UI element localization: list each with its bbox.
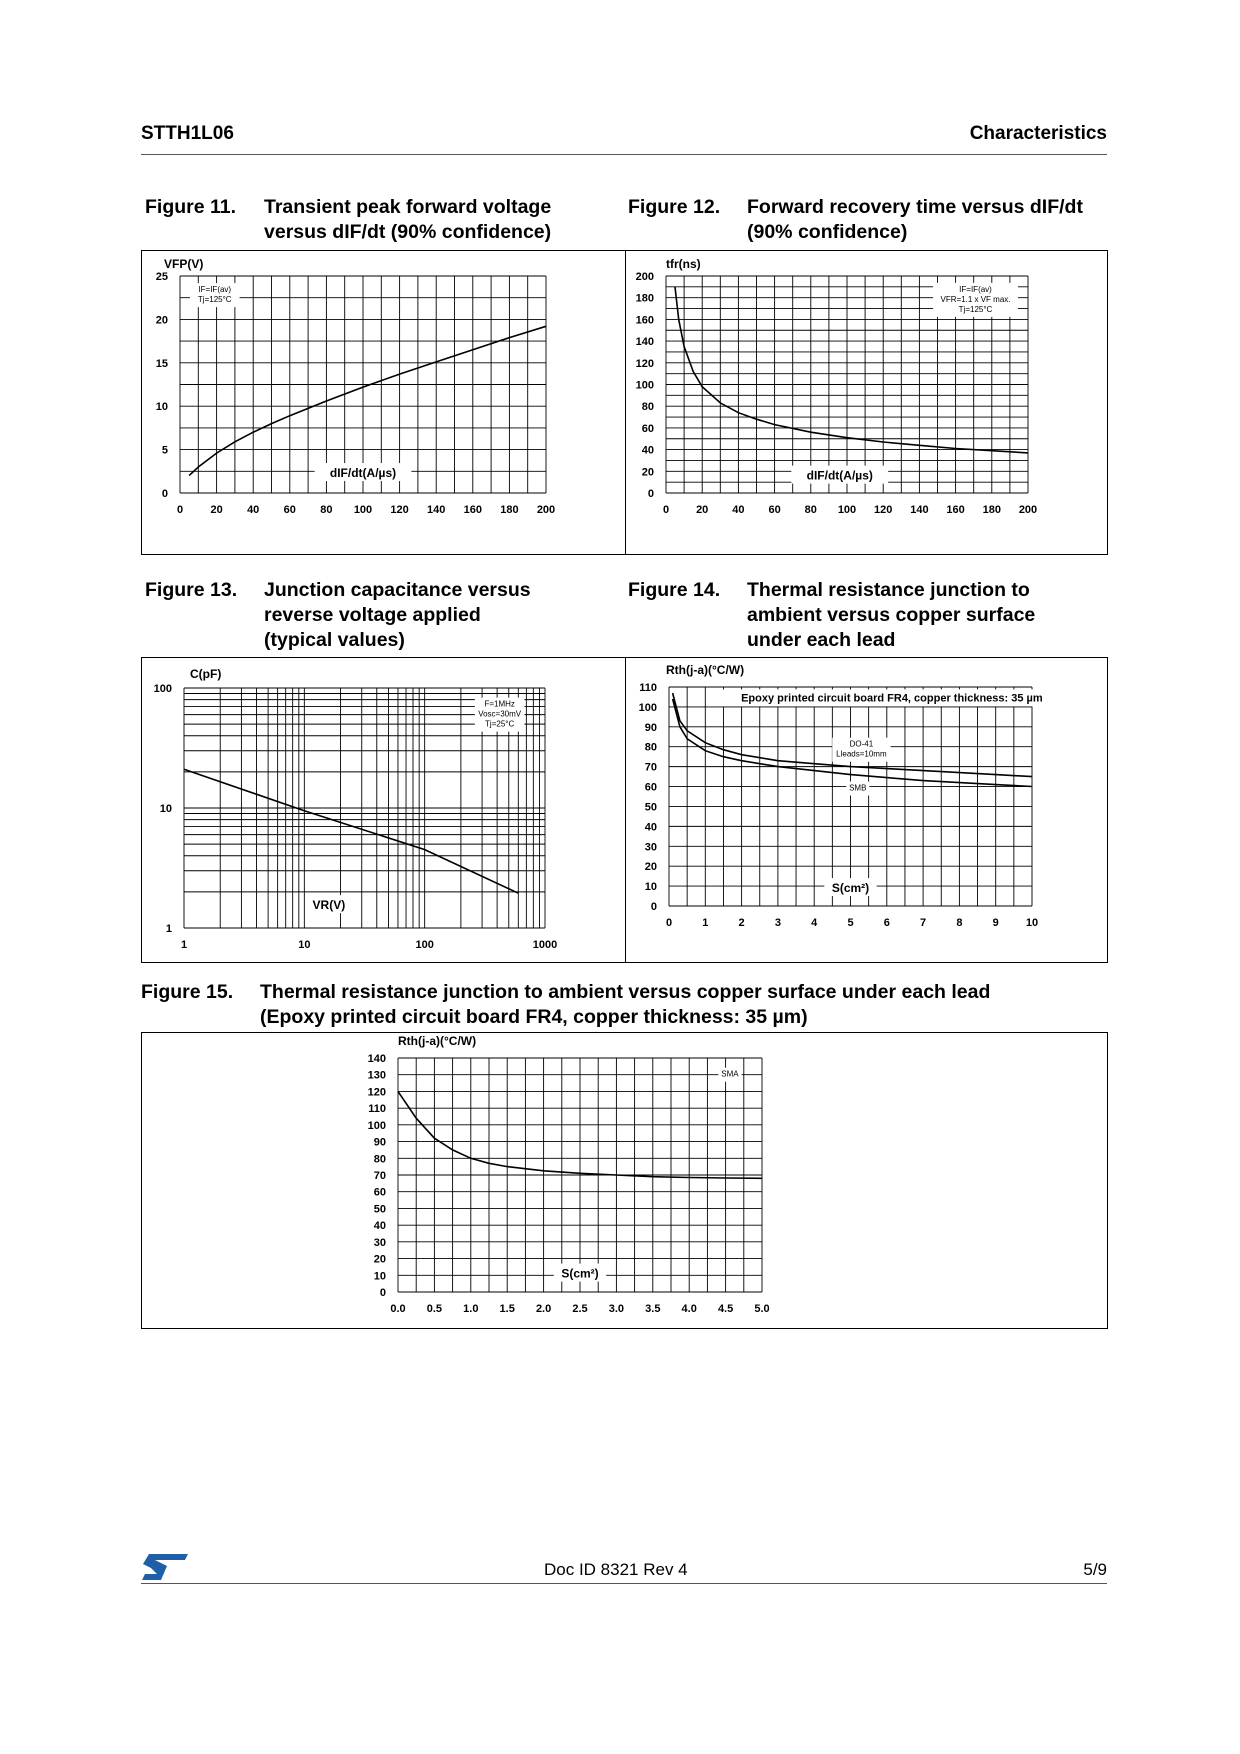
figure-14-frame	[625, 657, 1108, 963]
y-tick-label: 60	[373, 1186, 386, 1199]
condition-note: F=1MHz	[484, 699, 515, 709]
x-tick-label: 100	[353, 504, 373, 516]
figure-14-title-line: Thermal resistance junction to	[747, 579, 1030, 601]
x-tick-label: 10	[1025, 917, 1039, 929]
y-tick-label: 100	[638, 701, 657, 714]
y-tick-label: 1	[165, 923, 172, 935]
vfp-curve	[189, 326, 546, 475]
x-tick-label: 0.0	[390, 1303, 406, 1315]
figure-11-title-line: versus dIF/dt (90% confidence)	[264, 221, 552, 243]
y-tick-label: 20	[373, 1253, 386, 1266]
y-tick-label: 25	[155, 271, 168, 283]
x-tick-label: 60	[768, 504, 781, 516]
x-axis-label: S(cm²)	[831, 881, 870, 896]
x-tick-label: 9	[992, 917, 999, 929]
y-tick-label: 110	[368, 1103, 386, 1116]
x-tick-label: 20	[696, 504, 709, 516]
y-tick-label: 110	[639, 682, 657, 694]
y-tick-label: 140	[367, 1053, 386, 1065]
y-tick-label: 80	[641, 401, 654, 414]
figure-14-title-line: ambient versus copper surface	[747, 604, 1036, 626]
y-tick-label: 40	[644, 821, 657, 834]
x-tick-label: 60	[283, 504, 296, 516]
x-tick-label: 3	[774, 917, 781, 929]
y-tick-label: 20	[641, 466, 654, 479]
x-tick-label: 100	[415, 939, 434, 951]
y-tick-label: 100	[635, 379, 654, 392]
y-tick-label: 5	[161, 444, 168, 457]
x-tick-label: 1.0	[463, 1303, 479, 1315]
y-tick-label: 70	[373, 1170, 386, 1182]
x-tick-label: 80	[804, 504, 817, 516]
x-tick-label: 0.5	[426, 1303, 443, 1315]
series-label-do41: Lleads=10mm	[836, 749, 887, 759]
x-tick-label: 200	[536, 504, 556, 516]
x-tick-label: 40	[247, 504, 260, 516]
x-tick-label: 180	[982, 504, 1001, 516]
x-tick-label: 160	[946, 504, 965, 516]
x-tick-label: 7	[920, 917, 927, 929]
y-tick-label: 60	[641, 422, 654, 435]
x-tick-label: 80	[320, 504, 333, 516]
condition-note: IF=IF(av)	[959, 284, 992, 294]
figure-12-title-line: Forward recovery time versus dIF/dt	[747, 196, 1083, 218]
condition-note: Vosc=30mV	[478, 709, 522, 719]
figure-13-title-line: Junction capacitance versus	[264, 579, 531, 601]
y-tick-label: 0	[161, 488, 168, 500]
y-tick-label: 100	[153, 683, 172, 695]
figure-12-number: Figure 12.	[628, 196, 721, 218]
st-logo-graphic	[141, 1552, 189, 1582]
x-tick-label: 1000	[532, 939, 558, 951]
x-tick-label: 200	[1018, 504, 1038, 516]
y-tick-label: 120	[635, 357, 654, 370]
figure-13-frame	[141, 657, 626, 963]
figure-15-chart	[142, 1033, 1109, 1330]
x-tick-label: 8	[956, 917, 963, 929]
y-tick-label: 0	[650, 901, 657, 913]
x-tick-label: 4	[811, 917, 818, 929]
x-tick-label: 0	[662, 504, 670, 516]
y-axis-label: tfr(ns)	[666, 257, 701, 271]
x-tick-label: 5.0	[754, 1303, 770, 1315]
x-axis-label: dIF/dt(A/µs)	[806, 468, 873, 483]
x-tick-label: 120	[390, 504, 409, 516]
x-tick-label: 3.5	[645, 1303, 661, 1315]
y-tick-label: 140	[635, 336, 654, 349]
y-tick-label: 180	[635, 292, 654, 305]
y-axis-label: Rth(j-a)(°C/W)	[666, 663, 745, 677]
figure-12-frame	[625, 250, 1108, 555]
y-tick-label: 80	[373, 1153, 386, 1166]
x-tick-label: 6	[883, 917, 890, 929]
x-tick-label: 20	[210, 504, 223, 516]
x-tick-label: 160	[463, 504, 482, 516]
x-tick-label: 2	[738, 917, 745, 929]
y-axis-label: Rth(j-a)(°C/W)	[398, 1034, 477, 1048]
y-tick-label: 200	[635, 271, 654, 283]
condition-note: Tj=125°C	[958, 304, 993, 314]
condition-note: Tj=125°C	[197, 295, 232, 305]
y-tick-label: 30	[373, 1236, 386, 1249]
footer-rule	[141, 1583, 1107, 1584]
y-tick-label: 15	[155, 357, 168, 370]
x-tick-label: 5	[847, 917, 854, 929]
figure-11-number: Figure 11.	[145, 196, 237, 218]
figure-14-chart	[626, 658, 1109, 964]
x-tick-label: 180	[500, 504, 519, 516]
figure-11-title-line: Transient peak forward voltage	[264, 196, 552, 218]
y-tick-label: 10	[155, 401, 168, 414]
figure-12-chart	[626, 251, 1109, 556]
y-tick-label: 60	[644, 781, 657, 794]
footer-page-number: 5/9	[1083, 1560, 1107, 1579]
y-tick-label: 160	[635, 314, 654, 327]
x-tick-label: 1.5	[499, 1303, 515, 1315]
y-tick-label: 20	[155, 314, 168, 327]
x-tick-label: 4.5	[717, 1303, 734, 1315]
series-label-smb: SMB	[849, 783, 867, 793]
series-label-do41: DO-41	[849, 739, 874, 749]
figure-15-title-line: (Epoxy printed circuit board FR4, copper thickness: 35 µm)	[260, 1006, 808, 1028]
figure-14-title-line: under each lead	[747, 629, 896, 651]
x-tick-label: 140	[910, 504, 929, 516]
condition-note: VFR=1.1 x VF max.	[940, 294, 1011, 304]
x-tick-label: 1	[702, 917, 709, 929]
y-tick-label: 10	[644, 881, 657, 894]
y-tick-label: 20	[644, 861, 657, 874]
y-tick-label: 40	[373, 1220, 386, 1233]
x-axis-label: dIF/dt(A/µs)	[329, 466, 397, 481]
x-tick-label: 2.5	[572, 1303, 588, 1315]
condition-note: Tj=25°C	[485, 719, 515, 729]
y-tick-label: 0	[647, 488, 654, 500]
figure-13-title-line: reverse voltage applied	[264, 604, 481, 626]
x-tick-label: 0	[665, 917, 673, 929]
x-tick-label: 140	[427, 504, 446, 516]
capacitance-curve	[184, 769, 518, 893]
y-tick-label: 80	[644, 741, 657, 754]
figure-14-number: Figure 14.	[628, 579, 721, 601]
y-tick-label: 10	[373, 1270, 386, 1283]
header-rule	[141, 154, 1107, 155]
series-label-sma: SMA	[721, 1069, 739, 1079]
figure-13-chart	[142, 658, 627, 964]
figure-11-frame	[141, 250, 626, 555]
x-tick-label: 120	[874, 504, 893, 516]
x-tick-label: 1	[180, 939, 188, 951]
y-tick-label: 130	[367, 1069, 386, 1082]
x-tick-label: 2.0	[535, 1303, 552, 1315]
y-tick-label: 40	[641, 444, 654, 457]
x-tick-label: 4.0	[681, 1303, 697, 1315]
x-tick-label: 0	[176, 504, 184, 516]
figure-15-frame	[141, 1032, 1108, 1329]
figure-15-number: Figure 15.	[141, 981, 234, 1003]
st-logo	[141, 1552, 189, 1582]
footer-doc-id: Doc ID 8321 Rev 4	[544, 1560, 688, 1579]
y-tick-label: 90	[644, 721, 657, 734]
figure-13-number: Figure 13.	[145, 579, 238, 601]
x-tick-label: 10	[298, 939, 311, 951]
x-axis-label: VR(V)	[312, 898, 346, 913]
figure-15-title-line: Thermal resistance junction to ambient versus copper surface under each lead	[260, 981, 991, 1003]
y-axis-label: VFP(V)	[164, 257, 204, 271]
y-tick-label: 90	[373, 1136, 386, 1149]
y-tick-label: 100	[367, 1119, 386, 1132]
figure-13-title-line: (typical values)	[264, 629, 405, 651]
x-tick-label: 3.0	[608, 1303, 625, 1315]
x-tick-label: 40	[732, 504, 745, 516]
x-tick-label: 100	[837, 504, 857, 516]
y-tick-label: 50	[373, 1203, 386, 1216]
x-axis-label: S(cm²)	[561, 1266, 599, 1281]
y-tick-label: 120	[367, 1086, 386, 1099]
condition-note: IF=IF(av)	[198, 285, 232, 295]
figure-12-title-line: (90% confidence)	[747, 221, 908, 243]
y-tick-label: 70	[644, 761, 657, 774]
figure-11-chart	[142, 251, 627, 556]
y-tick-label: 30	[644, 841, 657, 854]
board-note: Epoxy printed circuit board FR4, copper thickness: 35 µm	[741, 692, 1043, 705]
header-section-title: Characteristics	[969, 123, 1107, 144]
header-part-number: STTH1L06	[141, 123, 234, 144]
y-tick-label: 10	[159, 803, 172, 815]
y-axis-label: C(pF)	[190, 667, 222, 681]
y-tick-label: 0	[379, 1287, 386, 1299]
y-tick-label: 50	[644, 801, 657, 814]
